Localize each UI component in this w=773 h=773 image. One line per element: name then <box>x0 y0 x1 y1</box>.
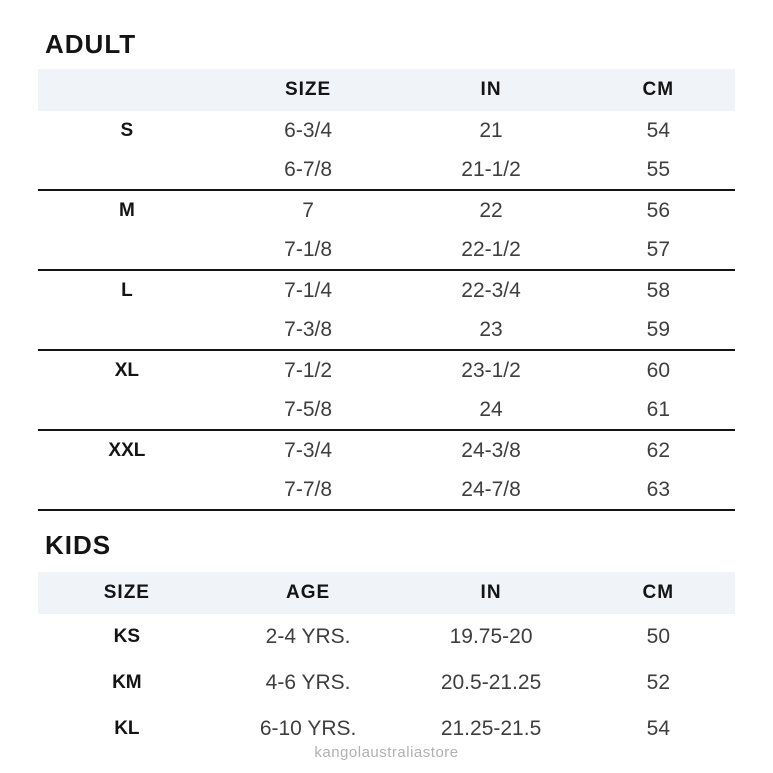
age-cell: 6-10 YRS. <box>259 717 357 740</box>
table-row <box>38 310 735 350</box>
in-cell: 21 <box>479 118 503 142</box>
cm-cell: 63 <box>582 470 735 510</box>
in-cell: 22-1/2 <box>400 230 581 270</box>
watermark: kangolaustraliastore <box>314 744 459 761</box>
cm-cell: 52 <box>646 671 670 694</box>
size-label-cell <box>38 390 216 430</box>
size-label-cell: KL <box>114 718 140 739</box>
table-row <box>38 350 735 390</box>
kids-section-title: KIDS <box>45 530 112 560</box>
column-header-size: SIZE <box>216 69 401 111</box>
size-label-cell: M <box>118 199 135 221</box>
cm-cell: 60 <box>646 358 670 382</box>
in-cell: 23-1/2 <box>461 358 521 382</box>
size-label-cell: KS <box>113 626 141 647</box>
size-cell: 7-1/2 <box>284 358 333 382</box>
in-cell: 21.25-21.5 <box>440 717 542 740</box>
size-cell: 6-7/8 <box>216 150 401 190</box>
size-cell: 7-5/8 <box>216 390 401 430</box>
cm-cell: 54 <box>646 118 670 142</box>
column-header-in: IN <box>400 69 581 111</box>
size-cell: 7 <box>302 198 314 222</box>
in-cell: 24 <box>400 390 581 430</box>
column-header-blank <box>38 69 216 111</box>
table-row <box>38 390 735 430</box>
in-cell: 20.5-21.25 <box>440 671 542 694</box>
in-cell: 21-1/2 <box>400 150 581 190</box>
cm-cell: 56 <box>646 198 670 222</box>
cm-cell: 61 <box>582 390 735 430</box>
size-label-cell: KM <box>112 672 142 693</box>
adult-header-row <box>38 69 735 111</box>
size-label-cell <box>38 310 216 350</box>
table-row <box>38 430 735 470</box>
size-cell: 7-1/4 <box>284 278 333 302</box>
table-row <box>38 660 735 706</box>
cm-cell: 62 <box>646 438 670 462</box>
in-cell: 19.75-20 <box>449 625 533 648</box>
size-label-cell: XXL <box>108 439 146 461</box>
column-header-age: AGE <box>216 572 401 614</box>
size-label-cell <box>38 230 216 270</box>
cm-cell: 59 <box>582 310 735 350</box>
table-row <box>38 150 735 190</box>
in-cell: 23 <box>400 310 581 350</box>
size-label-cell: XL <box>114 359 139 381</box>
table-row <box>38 190 735 230</box>
kids-size-table <box>38 572 735 752</box>
column-header-in: IN <box>400 572 581 614</box>
kids-header-row <box>38 572 735 614</box>
in-cell: 22 <box>479 198 503 222</box>
kids-section <box>38 532 735 752</box>
adult-section-title: ADULT <box>45 29 137 59</box>
column-header-cm: CM <box>582 572 735 614</box>
size-cell: 7-3/8 <box>216 310 401 350</box>
age-cell: 4-6 YRS. <box>265 671 351 694</box>
table-row <box>38 111 735 150</box>
column-header-size: SIZE <box>38 572 216 614</box>
table-row <box>38 270 735 310</box>
cm-cell: 58 <box>646 278 670 302</box>
table-row <box>38 470 735 510</box>
size-label-cell: S <box>120 119 134 141</box>
size-cell: 7-7/8 <box>216 470 401 510</box>
in-cell: 24-3/8 <box>461 438 521 462</box>
size-label-cell <box>38 470 216 510</box>
adult-size-table <box>38 69 735 511</box>
adult-section <box>38 31 735 511</box>
in-cell: 22-3/4 <box>461 278 521 302</box>
cm-cell: 57 <box>582 230 735 270</box>
cm-cell: 55 <box>582 150 735 190</box>
column-header-cm: CM <box>582 69 735 111</box>
size-cell: 7-1/8 <box>216 230 401 270</box>
cm-cell: 50 <box>646 625 670 648</box>
in-cell: 24-7/8 <box>400 470 581 510</box>
size-cell: 6-3/4 <box>284 118 333 142</box>
table-row <box>38 230 735 270</box>
table-row <box>38 614 735 660</box>
size-label-cell <box>38 150 216 190</box>
size-cell: 7-3/4 <box>284 438 333 462</box>
cm-cell: 54 <box>646 717 670 740</box>
size-label-cell: L <box>121 279 133 301</box>
age-cell: 2-4 YRS. <box>265 625 351 648</box>
